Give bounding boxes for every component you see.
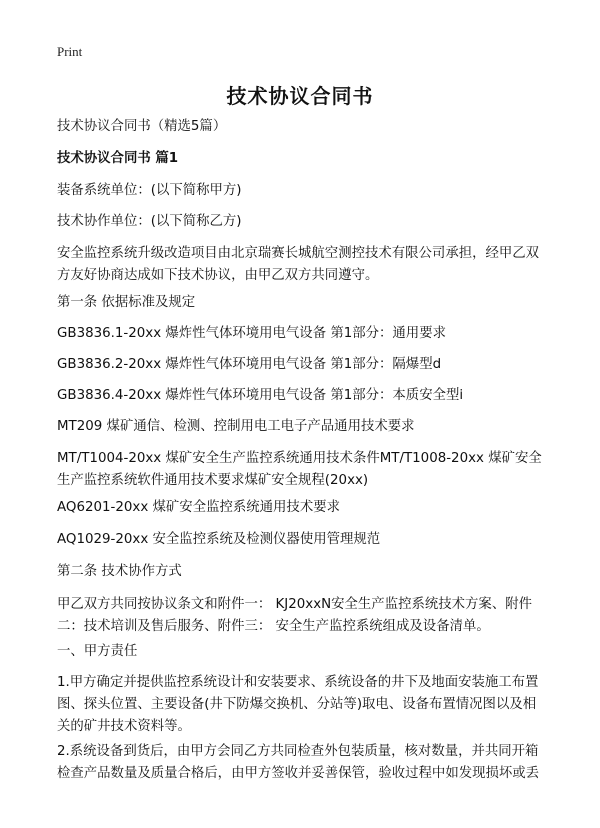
article-2-heading: 第二条 技术协作方式 [57,564,182,579]
party-a-duty-heading: 一、甲方责任 [57,644,138,659]
standard-item: GB3836.1-20xx 爆炸性气体环境用电气设备 第1部分：通用要求 [57,326,446,341]
party-b-line: 技术协作单位：(以下简称乙方) [57,214,242,229]
duty-item: 2.系统设备到货后，由甲方会同乙方共同检查外包装质量，核对数量，并共同开箱检查产品数量及质量合格后，由甲方签收并妥善保管，验收过程中如发现损坏或丢 [57,744,540,781]
standard-item: MT/T1004-20xx 煤矿安全生产监控系统通用技术条件MT/T1008-20xx 煤矿安全生产监控系统软件通用技术要求煤矿安全规程(20xx) [57,451,542,488]
standard-item: AQ1029-20xx 安全监控系统及检测仪器使用管理规范 [57,532,381,547]
article-1-heading: 第一条 依据标准及规定 [57,295,196,310]
standard-item: AQ6201-20xx 煤矿安全监控系统通用技术要求 [57,500,340,515]
cooperation-paragraph: 甲乙双方共同按协议条文和附件一： KJ20xxN安全生产监控系统技术方案、附件二：技术培训及售后服务、附件三： 安全生产监控系统组成及设备清单。 [57,597,532,634]
document-subtitle: 技术协议合同书（精选5篇） [57,119,227,134]
duty-item: 1.甲方确定并提供监控系统设计和安装要求、系统设备的井下及地面安装施工布置图、探头位置、主要设备(井下防爆交换机、分站等)取电、设备布置情况图以及相关的矿井技术资料等。 [57,675,539,734]
standard-item: MT209 煤矿通信、检测、控制用电工电子产品通用技术要求 [57,419,415,434]
party-a-line: 装备系统单位：(以下简称甲方) [57,183,242,198]
intro-paragraph: 安全监控系统升级改造项目由北京瑞赛长城航空测控技术有限公司承担，经甲乙双方友好协商达成如下技术协议，由甲乙双方共同遵守。 [57,246,540,283]
standard-item: GB3836.4-20xx 爆炸性气体环境用电气设备 第1部分：本质安全型i [57,388,464,403]
standard-item: GB3836.2-20xx 爆炸性气体环境用电气设备 第1部分：隔爆型d [57,357,442,372]
section-heading: 技术协议合同书 篇1 [57,151,179,166]
print-label[interactable]: Print [57,44,83,59]
document-title: 技术协议合同书 [226,84,374,108]
